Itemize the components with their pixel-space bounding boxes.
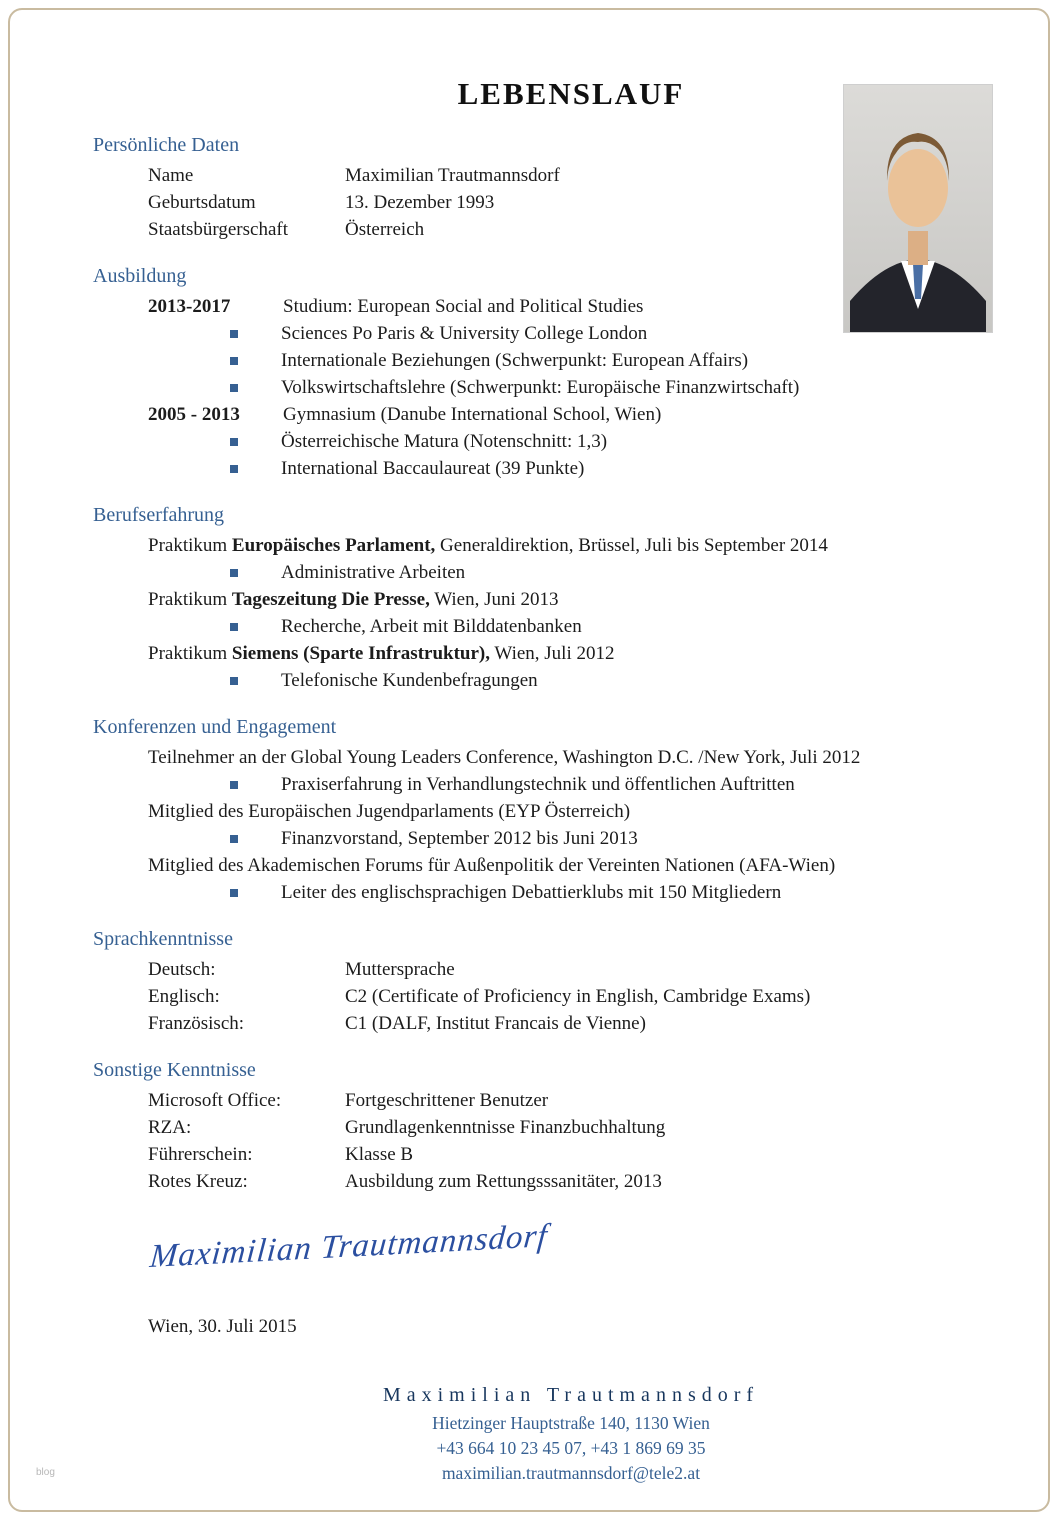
field-label: Deutsch: [148,959,216,980]
field-label: Rotes Kreuz: [148,1171,248,1192]
bullet-item [230,428,998,455]
field-value: 13. Dezember 1993 [345,192,495,213]
experience-entry [148,586,998,613]
contact-footer [42,1384,1058,1486]
bullet-square-icon [230,835,238,843]
field-label: Microsoft Office: [148,1090,282,1111]
section-heading-personal: Persönliche Daten [93,134,240,156]
field-value: C1 (DALF, Institut Francais de Vienne) [345,1013,646,1034]
field-value: Fortgeschrittener Benutzer [345,1090,549,1111]
bullet-item [230,455,998,482]
engagement-entry: Mitglied des Akademischen Forums für Außenpolitik der Vereinten Nationen (AFA-Wien) [148,855,836,876]
engagement-body [148,744,998,906]
language-row [148,956,998,983]
bullet-square-icon [230,623,238,631]
education-period: 2005 - 2013 [148,404,240,425]
skill-row [148,1141,998,1168]
section-heading-languages: Sprachkenntnisse [93,928,233,950]
personal-row [148,162,998,189]
section-heading-experience: Berufserfahrung [93,504,225,526]
bullet-square-icon [230,357,238,365]
section-experience [0,504,1058,694]
section-other-skills [0,1059,1058,1195]
education-entry [148,293,998,320]
bullet-square-icon [230,569,238,577]
bullet-item [230,825,998,852]
engagement-entry: Teilnehmer an der Global Young Leaders Conference, Washington D.C. /New York, Juli 2012 [148,747,861,768]
bullet-square-icon [230,889,238,897]
education-body [148,293,998,482]
bullet-square-icon [230,465,238,473]
personal-row [148,189,998,216]
experience-prefix: Praktikum [148,643,232,664]
experience-detail: Wien, Juli 2012 [490,643,615,664]
bullet-item [230,320,998,347]
field-value: Österreich [345,219,425,240]
experience-detail: Wien, Juni 2013 [429,589,559,610]
handwritten-signature: Maximilian Trautmannsdorf [148,1218,550,1276]
languages-body [148,956,998,1037]
experience-detail: Generaldirektion, Brüssel, Juli bis September 2014 [435,535,828,556]
footer-address: Hietzinger Hauptstraße 140, 1130 Wien [432,1413,710,1433]
field-value: C2 (Certificate of Proficiency in English, Cambridge Exams) [345,986,811,1007]
engagement-entry: Mitglied des Europäischen Jugendparlaments (EYP Österreich) [148,801,631,822]
bullet-text: International Baccaulaureat (39 Punkte) [281,458,585,479]
field-value: Ausbildung zum Rettungsssanitäter, 2013 [345,1171,662,1192]
bullet-item [230,613,998,640]
other-skills-body [148,1087,998,1195]
experience-entry [148,640,998,667]
bullet-item [230,667,998,694]
personal-body [148,162,998,243]
section-heading-engagement: Konferenzen und Engagement [93,716,337,738]
page-title: LEBENSLAUF [457,76,685,111]
section-heading-education: Ausbildung [93,265,187,287]
field-label: Staatsbürgerschaft [148,219,288,240]
section-education [0,265,1058,482]
field-label: RZA: [148,1117,192,1138]
field-label: Englisch: [148,986,220,1007]
language-row [148,1010,998,1037]
bullet-item [230,347,998,374]
field-value: Grundlagenkenntnisse Finanzbuchhaltung [345,1117,666,1138]
skill-row [148,1168,998,1195]
bullet-text: Leiter des englischsprachigen Debattierklubs mit 150 Mitgliedern [281,882,782,903]
field-value: Muttersprache [345,959,455,980]
section-languages [0,928,1058,1037]
footer-phone: +43 664 10 23 45 07, +43 1 869 69 35 [436,1438,706,1458]
experience-employer: Siemens (Sparte Infrastruktur), [231,643,490,664]
bullet-text: Praxiserfahrung in Verhandlungstechnik und öffentlichen Auftritten [281,774,795,795]
bullet-text: Recherche, Arbeit mit Bilddatenbanken [281,616,582,637]
bullet-square-icon [230,781,238,789]
experience-employer: Tageszeitung Die Presse, [231,589,430,610]
field-label: Französisch: [148,1013,245,1034]
field-label: Führerschein: [148,1144,253,1165]
skill-row [148,1114,998,1141]
footer-name: Maximilian Trautmannsdorf [382,1384,760,1406]
footer-email: maximilian.trautmannsdorf@tele2.at [441,1463,701,1483]
bullet-text: Telefonische Kundenbefragungen [281,670,538,691]
field-label: Geburtsdatum [148,192,256,213]
section-heading-other-skills: Sonstige Kenntnisse [93,1059,256,1081]
bullet-text: Sciences Po Paris & University College London [281,323,648,344]
section-personal [0,134,1058,243]
bullet-text: Volkswirtschaftslehre (Schwerpunkt: Europäische Finanzwirtschaft) [281,377,800,398]
bullet-text: Österreichische Matura (Notenschnitt: 1,3) [281,431,608,452]
education-period: 2013-2017 [148,296,231,317]
place-and-date: Wien, 30. Juli 2015 [148,1316,297,1337]
personal-row [148,216,998,243]
language-row [148,983,998,1010]
bullet-text: Finanzvorstand, September 2012 bis Juni 2013 [281,828,638,849]
bullet-square-icon [230,330,238,338]
bullet-square-icon [230,438,238,446]
education-text: Studium: European Social and Political Studies [283,296,644,317]
bullet-square-icon [230,384,238,392]
education-text: Gymnasium (Danube International School, Wien) [283,404,662,425]
experience-body [148,532,998,694]
section-engagement [0,716,1058,906]
field-label: Name [148,165,194,186]
bullet-text: Administrative Arbeiten [281,562,466,583]
skill-row [148,1087,998,1114]
experience-employer: Europäisches Parlament, [231,535,436,556]
field-value: Maximilian Trautmannsdorf [345,165,560,186]
watermark-text: blog [36,1467,55,1478]
bullet-item [230,879,998,906]
bullet-text: Internationale Beziehungen (Schwerpunkt: European Affairs) [281,350,749,371]
experience-entry [148,532,998,559]
bullet-item [230,771,998,798]
bullet-item [230,559,998,586]
experience-prefix: Praktikum [148,535,232,556]
bullet-item [230,374,998,401]
field-value: Klasse B [345,1144,414,1165]
bullet-square-icon [230,677,238,685]
experience-prefix: Praktikum [148,589,232,610]
education-entry [148,401,998,428]
